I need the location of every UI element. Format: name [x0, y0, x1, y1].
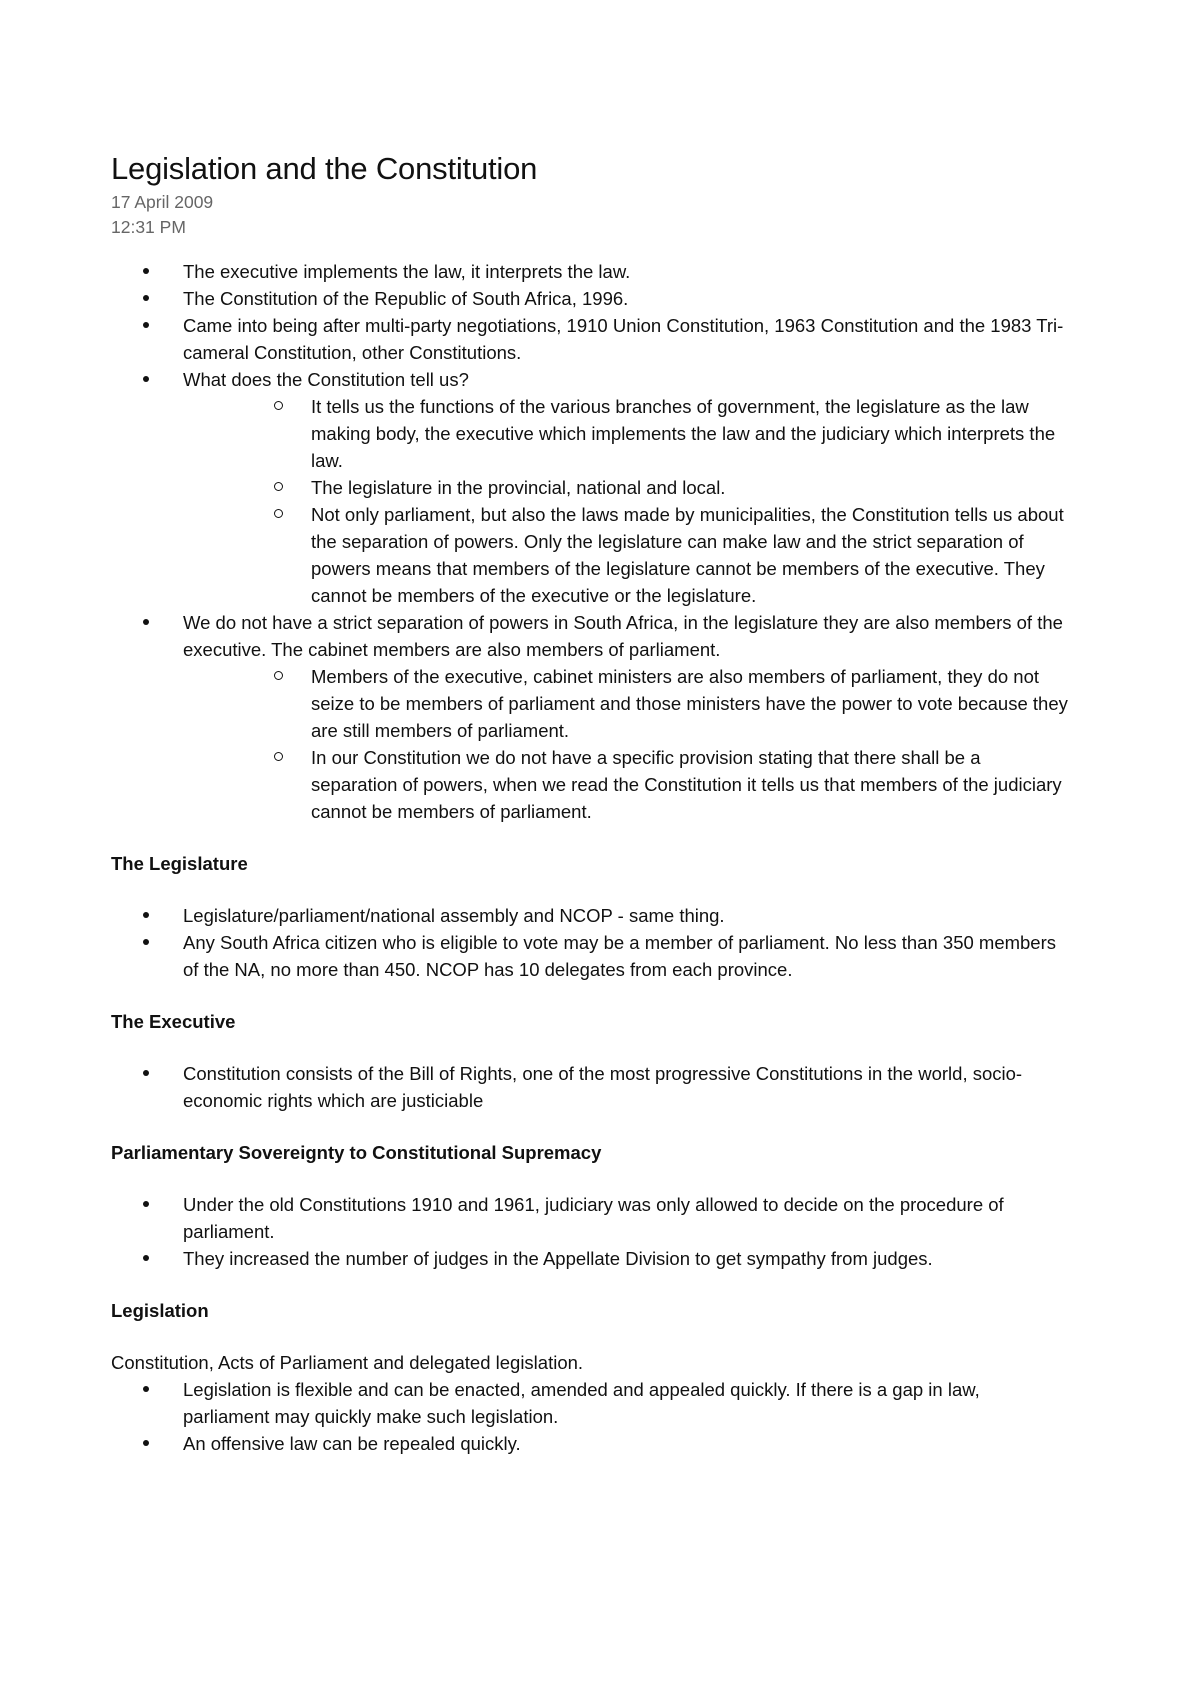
- sub-list-item: [111, 663, 1071, 744]
- bullet-dot-icon: [143, 285, 153, 312]
- bullet-dot-icon: [143, 929, 153, 956]
- section-heading-legislature: The Legislature: [111, 853, 248, 874]
- bullet-dot-icon: [143, 1376, 153, 1403]
- note-time: 12:31 PM: [111, 217, 186, 237]
- sub-list-item-text: Not only parliament, but also the laws made by municipalities, the Constitution tells us about the separation of powers. Only the legislature can make law and the strict separation of powers means that members of the legislature cannot be members of the executive. They cannot be members of the executive or the legislature.: [311, 504, 1064, 606]
- bullet-circle-icon: [274, 744, 283, 771]
- list-item-text: We do not have a strict separation of powers in South Africa, in the legislature they are also members of the executive. The cabinet members are also members of parliament.: [183, 612, 1063, 660]
- bullet-dot-icon: [143, 312, 153, 339]
- list-item: [111, 1060, 1071, 1114]
- bullet-circle-icon: [274, 663, 283, 690]
- sub-list-item: [111, 474, 1071, 501]
- list-item-text: Under the old Constitutions 1910 and 1961, judiciary was only allowed to decide on the procedure of parliament.: [183, 1194, 1004, 1242]
- sovereignty-list: [111, 1191, 1071, 1272]
- bullet-dot-icon: [143, 258, 153, 285]
- list-item: [111, 1245, 1071, 1272]
- bullet-dot-icon: [143, 902, 153, 929]
- list-item-text: Any South Africa citizen who is eligible to vote may be a member of parliament. No less than 350 members of the NA, no more than 450. NCOP has 10 delegates from each province.: [183, 932, 1057, 980]
- separation-sublist: [111, 663, 1071, 825]
- list-item: [111, 609, 1071, 663]
- bullet-circle-icon: [274, 501, 283, 528]
- bullet-dot-icon: [143, 1430, 153, 1457]
- sub-list-item: [111, 393, 1071, 474]
- list-item: [111, 312, 1071, 366]
- sub-list-item: [111, 501, 1071, 609]
- list-item: [111, 258, 1071, 285]
- page-title: Legislation and the Constitution: [111, 151, 538, 186]
- list-item-text: What does the Constitution tell us?: [183, 369, 469, 390]
- list-item-text: Legislature/parliament/national assembly and NCOP - same thing.: [183, 905, 725, 926]
- sub-list-item-text: Members of the executive, cabinet ministers are also members of parliament, they do not seize to be members of parliament and those ministers have the power to vote because they are still members of parliament.: [311, 666, 1068, 741]
- list-item-text: An offensive law can be repealed quickly.: [183, 1433, 521, 1454]
- intro-list: [111, 258, 1071, 393]
- list-item-text: They increased the number of judges in the Appellate Division to get sympathy from judges.: [183, 1248, 933, 1269]
- list-item-text: Constitution consists of the Bill of Rights, one of the most progressive Constitutions in the world, socio-economic rights which are justiciable: [183, 1063, 1023, 1111]
- section-heading-executive: The Executive: [111, 1011, 236, 1032]
- list-item-text: Legislation is flexible and can be enacted, amended and appealed quickly. If there is a gap in law, parliament may quickly make such legislation.: [183, 1379, 980, 1427]
- sub-list-item: [111, 744, 1071, 825]
- bullet-dot-icon: [143, 1245, 153, 1272]
- executive-list: [111, 1060, 1071, 1114]
- bullet-circle-icon: [274, 474, 283, 501]
- list-item-text: The Constitution of the Republic of South Africa, 1996.: [183, 288, 629, 309]
- legislation-intro: Constitution, Acts of Parliament and delegated legislation.: [111, 1352, 584, 1373]
- list-item: [111, 1376, 1071, 1430]
- list-item: [111, 1430, 1071, 1457]
- note-metadata: [111, 190, 1071, 240]
- bullet-dot-icon: [143, 609, 153, 636]
- bullet-circle-icon: [274, 393, 283, 420]
- legislation-list: [111, 1376, 1071, 1457]
- list-item-text: The executive implements the law, it interprets the law.: [183, 261, 631, 282]
- bullet-dot-icon: [143, 366, 153, 393]
- bullet-dot-icon: [143, 1060, 153, 1087]
- legislature-list: [111, 902, 1071, 983]
- list-item: [111, 285, 1071, 312]
- sub-list-item-text: It tells us the functions of the various branches of government, the legislature as the law making body, the executive which implements the law and the judiciary which interprets the law.: [311, 396, 1056, 471]
- note-date: 17 April 2009: [111, 192, 214, 212]
- document-page: [111, 150, 1071, 1457]
- constitution-tells-sublist: [111, 393, 1071, 609]
- list-item: [111, 902, 1071, 929]
- sub-list-item-text: The legislature in the provincial, national and local.: [311, 477, 726, 498]
- section-heading-sovereignty: Parliamentary Sovereignty to Constitutional Supremacy: [111, 1142, 602, 1163]
- list-item: [111, 366, 1071, 393]
- bullet-dot-icon: [143, 1191, 153, 1218]
- sub-list-item-text: In our Constitution we do not have a specific provision stating that there shall be a separation of powers, when we read the Constitution it tells us that members of the judiciary cannot be members of parliament.: [311, 747, 1062, 822]
- section-heading-legislation: Legislation: [111, 1300, 209, 1321]
- list-item: [111, 1191, 1071, 1245]
- list-item: [111, 929, 1071, 983]
- list-item-text: Came into being after multi-party negotiations, 1910 Union Constitution, 1963 Constitution and the 1983 Tri-cameral Constitution, other Constitutions.: [183, 315, 1064, 363]
- separation-list: [111, 609, 1071, 663]
